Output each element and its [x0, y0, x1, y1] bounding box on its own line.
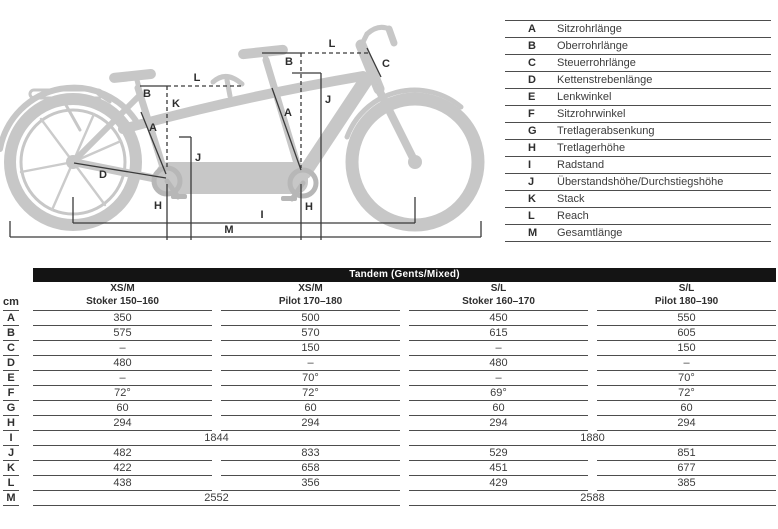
table-row: [3, 371, 776, 386]
cell: –: [33, 341, 212, 356]
cell: 615: [409, 326, 588, 341]
legend-row: [505, 207, 771, 224]
cell: 438: [33, 476, 212, 491]
column-rider: Pilot 170–180: [278, 296, 343, 307]
column-size: XS/M: [298, 283, 323, 294]
cell: 60: [33, 401, 212, 416]
cell: –: [409, 371, 588, 386]
legend-label: Steuerrohrlänge: [557, 57, 636, 69]
legend-label: Reach: [557, 210, 589, 222]
cell: 422: [33, 461, 212, 476]
legend-label: Radstand: [557, 159, 605, 171]
label-a-pilot: A: [284, 107, 292, 119]
cell: 385: [597, 476, 776, 491]
table-row: [3, 416, 776, 431]
legend-label: Kettenstrebenlänge: [557, 74, 653, 86]
column-size: S/L: [678, 283, 695, 294]
stoker-saddle: [109, 69, 157, 84]
cell: 833: [221, 446, 400, 461]
cell: 72°: [221, 386, 400, 401]
table-row: [3, 386, 776, 401]
column-rider: Stoker 150–160: [86, 296, 159, 307]
legend-row: [505, 71, 771, 88]
legend-row: [505, 190, 771, 207]
legend-label: Stack: [557, 193, 585, 205]
cell: 70°: [221, 371, 400, 386]
cell: 658: [221, 461, 400, 476]
legend-key: I: [528, 159, 532, 171]
row-key: M: [3, 491, 19, 506]
row-key: I: [3, 431, 19, 446]
table-header-row: [3, 282, 776, 311]
legend-key: J: [528, 176, 535, 188]
cell: 294: [33, 416, 212, 431]
measurement-legend: [505, 20, 771, 242]
cell: 677: [597, 461, 776, 476]
legend-label: Oberrohrlänge: [557, 40, 628, 52]
row-key: B: [3, 326, 19, 341]
cell: 529: [409, 446, 588, 461]
cell: 60: [409, 401, 588, 416]
legend-key: E: [528, 91, 536, 103]
row-key: J: [3, 446, 19, 461]
cell: 294: [597, 416, 776, 431]
cell: 429: [409, 476, 588, 491]
legend-row: [505, 88, 771, 105]
cell: 72°: [33, 386, 212, 401]
table-row: [3, 476, 776, 491]
dim-d-chainstay: [74, 163, 166, 178]
label-b-stoker: B: [143, 88, 151, 100]
label-m-total: M: [224, 224, 234, 236]
label-d-chainstay: D: [99, 169, 107, 181]
cell: 480: [409, 356, 588, 371]
label-l-stoker: L: [193, 72, 201, 84]
label-l-pilot: L: [328, 38, 336, 50]
table-row: [3, 356, 776, 371]
column-size: XS/M: [110, 283, 135, 294]
geometry-table: [3, 268, 776, 506]
table-title-bar: Tandem (Gents/Mixed): [33, 268, 776, 282]
column-header: [33, 282, 212, 311]
row-key: D: [3, 356, 19, 371]
cell-merged: 2552: [33, 491, 400, 506]
column-rider: Stoker 160–170: [462, 296, 535, 307]
cell-merged: 2588: [409, 491, 776, 506]
label-h-pilot: H: [305, 201, 313, 213]
column-size: S/L: [490, 283, 507, 294]
legend-key: H: [528, 142, 536, 154]
row-key: K: [3, 461, 19, 476]
label-j-pilot: J: [324, 94, 332, 106]
legend-row: [505, 54, 771, 71]
legend-key: K: [528, 193, 536, 205]
label-j-stoker: J: [194, 152, 202, 164]
cell: 350: [33, 311, 212, 326]
table-row-merged: [3, 491, 776, 506]
legend-key: D: [528, 74, 536, 86]
cell: 72°: [597, 386, 776, 401]
row-key: L: [3, 476, 19, 491]
legend-label: Sitzrohrwinkel: [557, 108, 626, 120]
bike-diagram-svg: [0, 0, 500, 250]
column-header: [409, 282, 588, 311]
cell: 450: [409, 311, 588, 326]
cell: 294: [221, 416, 400, 431]
legend-row: [505, 156, 771, 173]
legend-label: Überstandshöhe/Durchstiegshöhe: [557, 176, 724, 188]
cell: –: [597, 356, 776, 371]
cell: 451: [409, 461, 588, 476]
cell: –: [221, 356, 400, 371]
table-row-merged: [3, 431, 776, 446]
label-k-stoker: K: [172, 98, 180, 110]
cell: 851: [597, 446, 776, 461]
row-key: C: [3, 341, 19, 356]
legend-row: [505, 37, 771, 54]
legend-key: B: [528, 40, 536, 52]
column-header: [597, 282, 776, 311]
table-row: [3, 446, 776, 461]
row-key: A: [3, 311, 19, 326]
label-h-stoker: H: [154, 200, 162, 212]
cell: 70°: [597, 371, 776, 386]
legend-key: C: [528, 57, 536, 69]
legend-label: Tretlagerabsenkung: [557, 125, 655, 137]
legend-row: [505, 224, 771, 241]
legend-label: Sitzrohrlänge: [557, 23, 622, 35]
dim-a-pilot: [272, 88, 301, 170]
legend-row: [505, 173, 771, 190]
legend-row: [505, 122, 771, 139]
cell-merged: 1844: [33, 431, 400, 446]
legend-key: G: [528, 125, 537, 137]
legend-key: L: [528, 210, 535, 222]
cell: 482: [33, 446, 212, 461]
table-row: [3, 341, 776, 356]
row-key: F: [3, 386, 19, 401]
row-key: E: [3, 371, 19, 386]
cell: 605: [597, 326, 776, 341]
label-b-pilot: B: [285, 56, 293, 68]
cell: 500: [221, 311, 400, 326]
legend-row: [505, 20, 771, 37]
bike-silhouette: [0, 27, 478, 225]
label-c-headtube: C: [382, 58, 390, 70]
label-a-stoker: A: [149, 122, 157, 134]
table-row: [3, 461, 776, 476]
table-row: [3, 311, 776, 326]
legend-key: M: [528, 227, 538, 239]
cell: 150: [597, 341, 776, 356]
legend-row: [505, 139, 771, 156]
column-header: [221, 282, 400, 311]
cell: 60: [597, 401, 776, 416]
cell-merged: 1880: [409, 431, 776, 446]
row-key: G: [3, 401, 19, 416]
legend-key: F: [528, 108, 535, 120]
cell: 575: [33, 326, 212, 341]
cell: 60: [221, 401, 400, 416]
cell: 570: [221, 326, 400, 341]
column-rider: Pilot 180–190: [654, 296, 719, 307]
legend-label: Lenkwinkel: [557, 91, 612, 103]
cell: 550: [597, 311, 776, 326]
cell: –: [409, 341, 588, 356]
table-row: [3, 401, 776, 416]
legend-label: Tretlagerhöhe: [557, 142, 626, 154]
legend-key: A: [528, 23, 536, 35]
legend-row: [505, 105, 771, 122]
tandem-geometry-diagram: [0, 0, 500, 250]
label-i-wheelbase: I: [260, 209, 264, 221]
cell: 69°: [409, 386, 588, 401]
front-handlebar: [362, 27, 394, 44]
cell: 294: [409, 416, 588, 431]
table-row: [3, 326, 776, 341]
cell: –: [33, 371, 212, 386]
legend-label: Gesamtlänge: [557, 227, 623, 239]
unit-label: cm: [3, 296, 19, 311]
cell: 480: [33, 356, 212, 371]
cell: 356: [221, 476, 400, 491]
row-key: H: [3, 416, 19, 431]
cell: 150: [221, 341, 400, 356]
